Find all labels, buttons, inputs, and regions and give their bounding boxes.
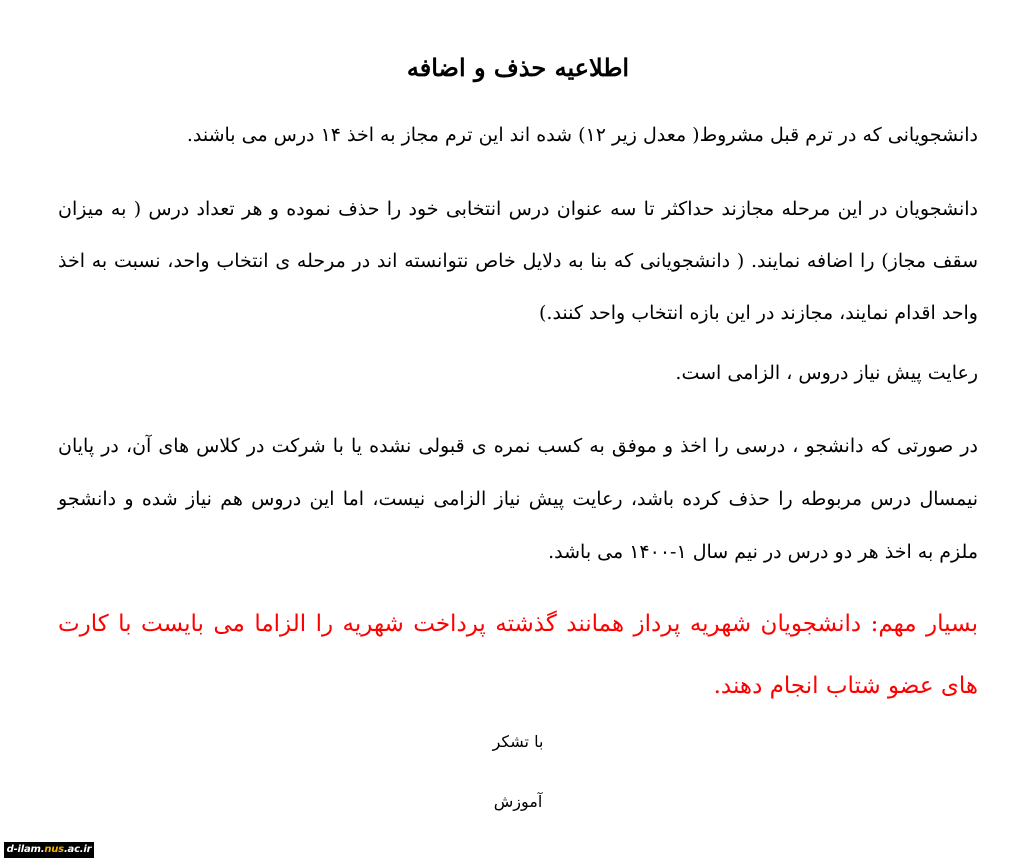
site-watermark [4,842,94,858]
closing-thanks: با تشکر [492,732,544,751]
watermark-suffix: .ac.ir [63,844,92,855]
notice-paragraph-corequisite: در صورتی که دانشجو ، درسی را اخذ و موفق به کسب نمره ی قبولی نشده یا با شرکت در کلاس های آن، در پایان نیمسال درس مربوطه را حذف کرده باشد، رعایت پیش نیاز الزامی نیست، اما این دروس هم نیاز شده و دانشجو ملزم به اخذ هر دو درس در نیم سال ۱-۱۴۰۰ می باشد. [58,435,978,563]
closing-department: آموزش [493,792,543,811]
watermark-accent: nus [44,844,64,855]
notice-title: اطلاعیه حذف و اضافه [406,53,630,82]
notice-paragraph-prerequisite: رعایت پیش نیاز دروس ، الزامی است. [675,362,978,384]
notice-paragraph-drop-add: دانشجویان در این مرحله مجازند حداکثر تا سه عنوان درس انتخابی خود را حذف نموده و هر تعداد درس ( به میزان سقف مجاز) را اضافه نمایند. ( دانشجویانی که بنا به دلایل خاص نتوانسته اند در مرحله ی انتخاب واحد، نسبت به اخذ واحد اقدام نمایند، مجازند در این بازه انتخاب واحد کنند.) [58,198,978,324]
notice-important-tuition: بسیار مهم: دانشجویان شهریه پرداز همانند گذشته پرداخت شهریه را الزاما می بایست با کارت های عضو شتاب انجام دهند. [58,611,978,699]
notice-paragraph-probation: دانشجویانی که در ترم قبل مشروط( معدل زیر ۱۲) شده اند این ترم مجاز به اخذ ۱۴ درس می باشند. [186,124,978,146]
watermark-prefix: d-ilam. [6,844,45,855]
